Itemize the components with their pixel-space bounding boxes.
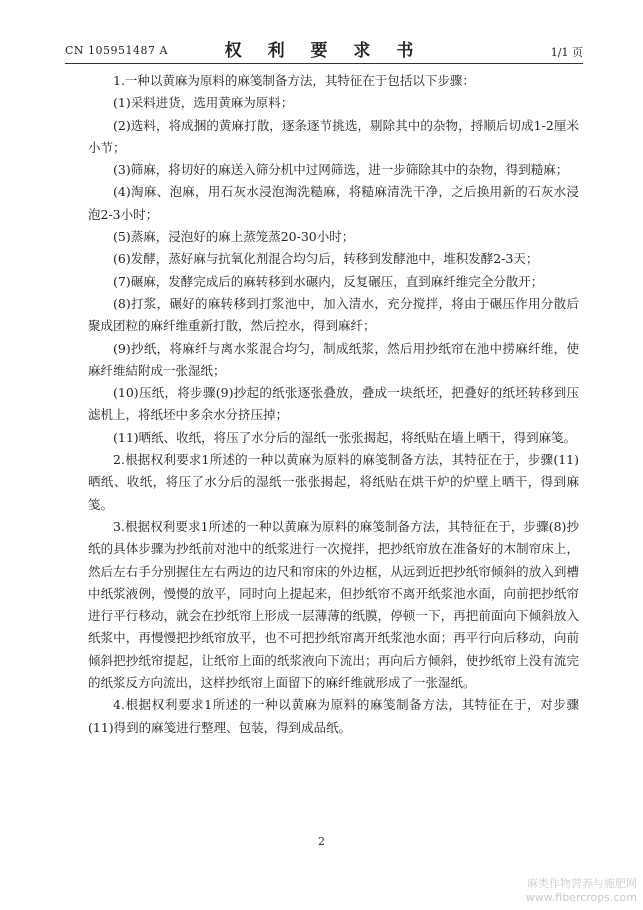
- claim-1-step-2: (2)选料，将成捆的黄麻打散，逐条逐节挑选，剔除其中的杂物，捋顺后切成1-2厘米小节；: [88, 117, 579, 155]
- claim-1-step-10: (10)压纸，将步骤(9)抄起的纸张逐张叠放，叠成一块纸坯，把叠好的纸坯转移到压滤机上，将纸坯中多余水分挤压掉；: [88, 385, 579, 423]
- claim-1-step-8: (8)打浆，碾好的麻转移到打浆池中，加入清水，充分搅拌，将由于碾压作用分散后聚成团粒的麻纤维重新打散，然后控水，得到麻纤；: [88, 295, 579, 334]
- claim-1-step-3: (3)筛麻，将切好的麻送入筛分机中过网筛选，进一步筛除其中的杂物，得到糙麻；: [113, 162, 569, 178]
- claim-3: 3.根据权利要求1所述的一种以黄麻为原料的麻笺制备方法，其特征在于，步骤(8)抄纸的具体步骤为抄纸前对池中的纸浆进行一次搅拌，把抄纸帘放在准备好的木制帘床上，然后左右手分别握住左右两边的边尺和帘床的外边框，从远到近把抄纸帘倾斜的放入到槽中纸浆液例，慢慢的放平，同时向上提起来，但抄纸帘不离开纸浆池水面，向前把抄纸帘进行平行移动，就会在抄纸帘上形成一层薄薄的纸膜，停顿一下，再把前面向下倾斜放入纸浆中，再慢慢把抄纸帘放平，也不可把抄纸帘离开纸浆池水面；再平行向后移动，向前倾斜把抄纸帘提起，让纸帘上面的纸浆液向下流出；再向后方倾斜，使抄纸帘上没有流完的纸浆反方向流出，这样抄纸帘上面留下的麻纤维就形成了一张湿纸。: [88, 518, 579, 691]
- claim-1-step-4: (4)淘麻、泡麻，用石灰水浸泡淘洗糙麻，将糙麻清洗干净，之后换用新的石灰水浸泡2-3小时；: [88, 184, 579, 222]
- page-count: 1/1 页: [550, 46, 583, 59]
- page-number: 2: [318, 835, 325, 848]
- claim-1-step-5: (5)蒸麻，浸泡好的麻上蒸笼蒸20-30小时；: [113, 229, 355, 245]
- patent-number: CN 105951487 A: [65, 44, 168, 57]
- claim-2: 2.根据权利要求1所述的一种以黄麻为原料的麻笺制备方法，其特征在于，步骤(11)晒纸、收纸，将压了水分后的湿纸一张张揭起，将纸贴在烘干炉的炉壁上晒干，得到麻笺。: [88, 452, 579, 512]
- page-title: 权 利 要 求 书: [224, 41, 424, 61]
- claims-body: [88, 70, 579, 739]
- header-divider: [65, 63, 583, 64]
- claim-1-step-7: (7)碾麻，发酵完成后的麻转移到水碾内，反复碾压，直到麻纤维完全分散开；: [113, 273, 544, 289]
- claim-1-step-9: (9)抄纸，将麻纤与离水浆混合均匀，制成纸浆，然后用抄纸帘在池中捞麻纤维，使麻纤维結附成一张湿纸；: [88, 340, 579, 378]
- claim-1-step-1: (1)采料进货，选用黄麻为原料；: [113, 95, 294, 111]
- watermark-line-2: www.fibercrops.com: [525, 891, 637, 904]
- page-header: [65, 36, 583, 64]
- watermark-line-1: 麻类作物营养与施肥网: [527, 877, 637, 890]
- claim-1-step-11: (11)晒纸、收纸，将压了水分后的湿纸一张张揭起，将纸贴在墙上晒干，得到麻笺。: [113, 429, 577, 445]
- watermark: [526, 877, 637, 905]
- claim-4: 4.根据权利要求1所述的一种以黄麻为原料的麻笺制备方法，其特征在于，对步骤(11)得到的麻笺进行整理、包装，得到成品纸。: [88, 697, 579, 735]
- claim-1-intro: 1.一种以黄麻为原料的麻笺制备方法，其特征在于包括以下步骤：: [113, 73, 475, 88]
- claim-1-step-6: (6)发酵，蒸好麻与抗氧化剂混合均匀后，转移到发酵池中，堆积发酵2-3天；: [113, 251, 539, 267]
